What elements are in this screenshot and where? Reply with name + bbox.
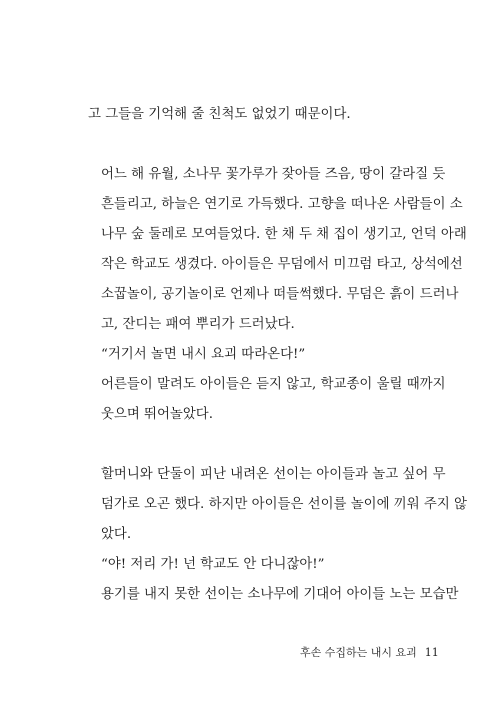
text-line: 작은 학교도 생겼다. 아이들은 무덤에서 미끄럼 타고, 상석에선 <box>101 257 463 272</box>
text-line: 소꿉놀이, 공기놀이로 언제나 떠들썩했다. 무덤은 흙이 드러나 <box>101 287 459 302</box>
paragraph <box>88 580 459 610</box>
dialogue-line <box>88 550 428 580</box>
dialogue-line <box>88 340 428 370</box>
paragraph-gap <box>88 430 428 460</box>
text-line: 았다. <box>101 527 132 542</box>
paragraph-gap <box>88 130 428 160</box>
page-number: 11 <box>424 646 439 659</box>
text-line: 어느 해 유월, 소나무 꽃가루가 잦아들 즈음, 땅이 갈라질 듯 <box>101 167 446 182</box>
text-line: 고, 잔디는 패여 뿌리가 드러났다. <box>101 317 295 332</box>
text-line: 흔들리고, 하늘은 연기로 가득했다. 고향을 떠나온 사람들이 소 <box>101 197 463 212</box>
text-line: “거기서 놀면 내시 요괴 따라온다!” <box>101 347 306 362</box>
paragraph <box>88 370 446 430</box>
text-line: 고 그들을 기억해 줄 친척도 없었기 때문이다. <box>88 107 351 122</box>
paragraph <box>88 460 467 550</box>
text-line: 어른들이 말려도 아이들은 듣지 않고, 학교종이 울릴 때까지 <box>101 377 446 392</box>
paragraph <box>88 160 467 340</box>
text-line: “야! 저리 가! 넌 학교도 안 다니잖아!” <box>101 557 325 572</box>
body-text <box>88 100 467 610</box>
text-line: 할머니와 단둘이 피난 내려온 선이는 아이들과 놀고 싶어 무 <box>101 467 446 482</box>
page-footer <box>300 644 439 660</box>
running-title: 후손 수집하는 내시 요괴 <box>300 646 417 659</box>
text-line: 용기를 내지 못한 선이는 소나무에 기대어 아이들 노는 모습만 <box>101 587 459 602</box>
text-line: 웃으며 뛰어놀았다. <box>101 407 213 422</box>
paragraph <box>88 100 428 130</box>
text-line: 나무 숲 둘레로 모여들었다. 한 채 두 채 집이 생기고, 언덕 아래 <box>101 227 467 242</box>
text-line: 덤가로 오곤 했다. 하지만 아이들은 선이를 놀이에 끼워 주지 않 <box>101 497 467 512</box>
